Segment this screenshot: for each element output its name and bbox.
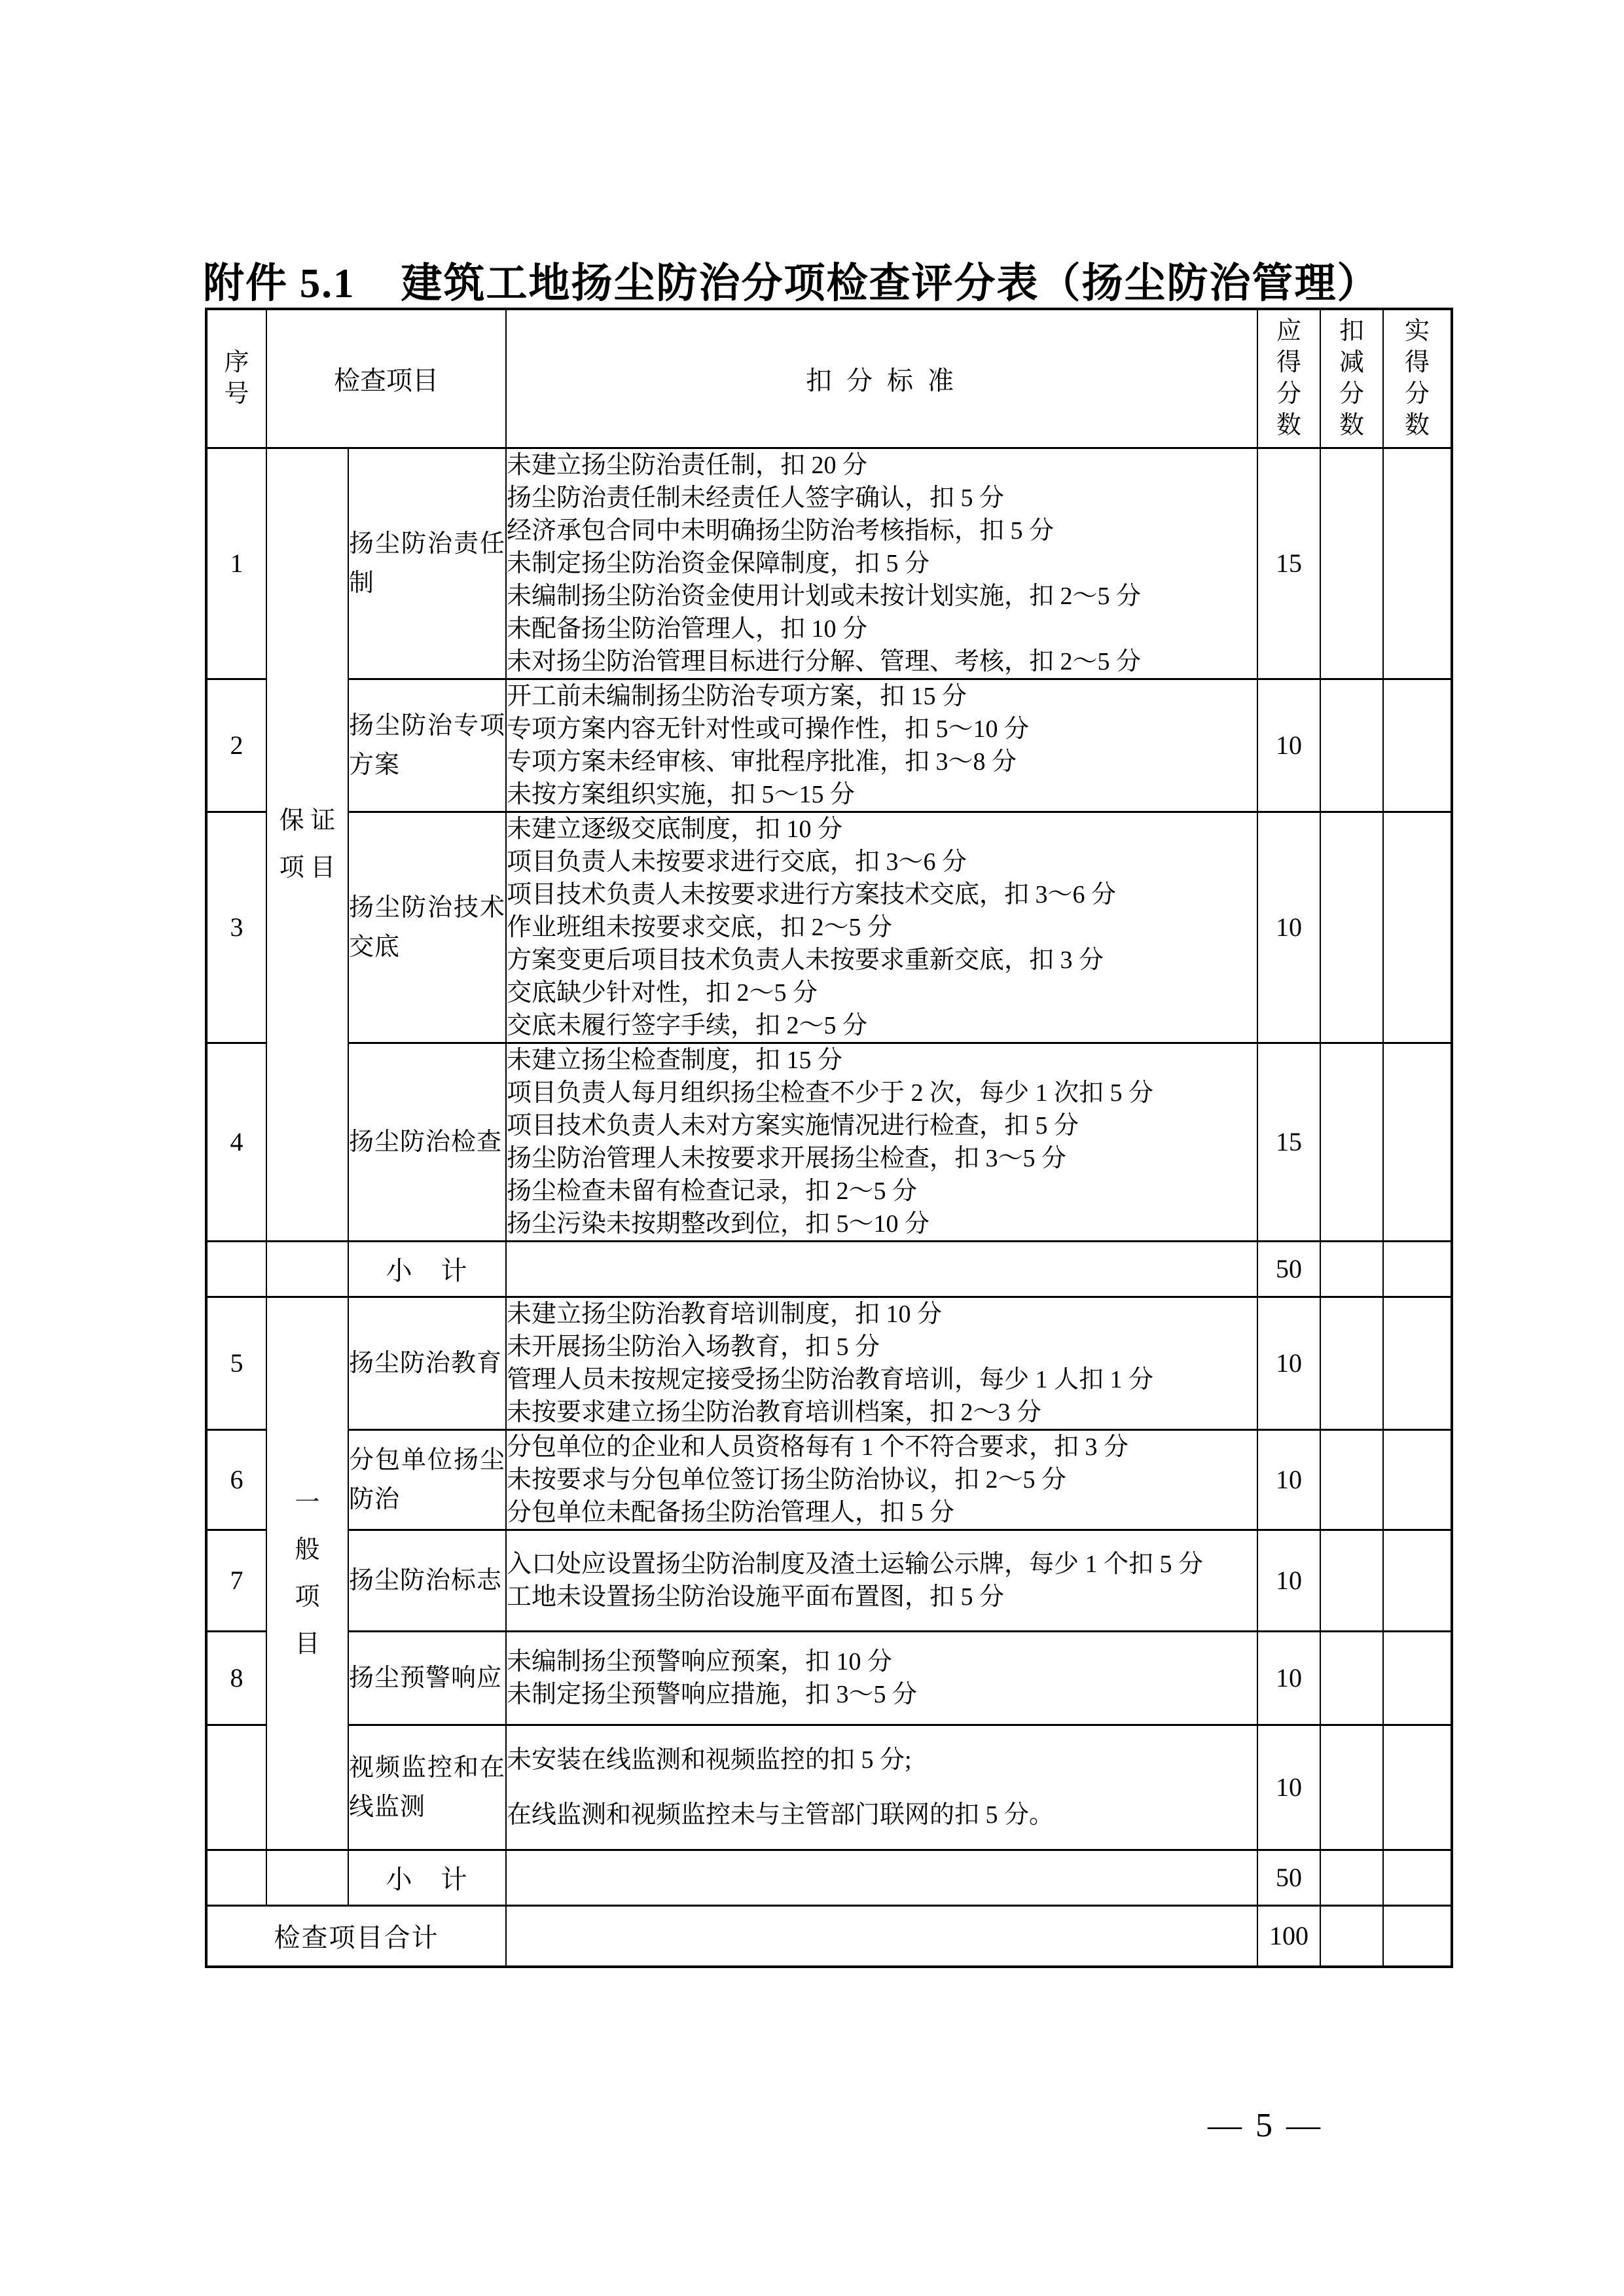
criteria-line: 专项方案未经审核、审批程序批准，扣 3～8 分 bbox=[507, 747, 1017, 776]
serial-number-cell: 4 bbox=[206, 1043, 266, 1241]
group-label-line: 目 bbox=[295, 1630, 320, 1658]
header-char-line: 实 bbox=[1404, 317, 1430, 346]
due-score-cell: 50 bbox=[1257, 1241, 1320, 1297]
criteria-line: 未按要求与分包单位签订扬尘防治协议，扣 2～5 分 bbox=[507, 1465, 1067, 1494]
header-deducted-score bbox=[1320, 309, 1383, 448]
header-char-line: 数 bbox=[1404, 412, 1430, 440]
deducted-score-cell bbox=[1320, 1241, 1383, 1297]
group-label-line: 项 目 bbox=[279, 854, 336, 882]
due-score-cell: 50 bbox=[1257, 1850, 1320, 1905]
deduction-criteria-cell bbox=[506, 1905, 1257, 1967]
serial-number-cell: 8 bbox=[206, 1631, 266, 1725]
table-row bbox=[206, 448, 1452, 679]
criteria-line: 扬尘防治责任制未经责任人签字确认，扣 5 分 bbox=[507, 484, 1005, 512]
actual-score-cell bbox=[1383, 1850, 1452, 1905]
criteria-line: 方案变更后项目技术负责人未按要求重新交底，扣 3 分 bbox=[507, 946, 1104, 974]
criteria-line: 未制定扬尘预警响应措施，扣 3～5 分 bbox=[507, 1680, 918, 1708]
deduction-criteria-cell bbox=[506, 679, 1257, 812]
due-score-cell: 10 bbox=[1257, 1297, 1320, 1429]
group-label-cell-empty bbox=[266, 1241, 348, 1297]
criteria-line: 管理人员未按规定接受扬尘防治教育培训，每少 1 人扣 1 分 bbox=[507, 1365, 1154, 1393]
table-row bbox=[206, 1725, 1452, 1850]
inspection-item-cell: 扬尘预警响应 bbox=[348, 1631, 506, 1725]
deducted-score-cell bbox=[1320, 1905, 1383, 1967]
actual-score-cell bbox=[1383, 1905, 1452, 1967]
criteria-line: 未开展扬尘防治入场教育，扣 5 分 bbox=[507, 1333, 880, 1361]
due-score-cell: 100 bbox=[1257, 1905, 1320, 1967]
due-score-cell: 10 bbox=[1257, 1631, 1320, 1725]
deduction-criteria-cell bbox=[506, 1725, 1257, 1850]
table-row bbox=[206, 1429, 1452, 1530]
title-attachment-number: 附件 5.1 bbox=[203, 260, 355, 306]
criteria-line: 未编制扬尘预警响应预案，扣 10 分 bbox=[507, 1647, 893, 1676]
deduction-criteria-cell bbox=[506, 1530, 1257, 1631]
criteria-line: 在线监测和视频监控未与主管部门联网的扣 5 分。 bbox=[507, 1801, 1055, 1829]
deducted-score-cell bbox=[1320, 679, 1383, 812]
due-score-cell: 10 bbox=[1257, 812, 1320, 1043]
criteria-line: 项目技术负责人未按要求进行方案技术交底，扣 3～6 分 bbox=[507, 880, 1117, 908]
header-char-line: 分 bbox=[1276, 380, 1301, 408]
deducted-score-cell bbox=[1320, 1631, 1383, 1725]
serial-number-cell: 5 bbox=[206, 1297, 266, 1429]
group-label-line: 般 bbox=[295, 1535, 320, 1564]
actual-score-cell bbox=[1383, 812, 1452, 1043]
criteria-line: 分包单位未配备扬尘防治管理人，扣 5 分 bbox=[507, 1498, 955, 1526]
header-char-line: 分 bbox=[1339, 380, 1364, 408]
criteria-line: 项目技术负责人未对方案实施情况进行检查，扣 5 分 bbox=[507, 1111, 1079, 1139]
criteria-line: 专项方案内容无针对性或可操作性，扣 5～10 分 bbox=[507, 715, 1030, 743]
group-label-line: 一 bbox=[295, 1488, 320, 1516]
table-row bbox=[206, 1631, 1452, 1725]
due-score-cell: 10 bbox=[1257, 1725, 1320, 1850]
subtotal-label-cell: 小 计 bbox=[348, 1241, 506, 1297]
criteria-line: 扬尘防治管理人未按要求开展扬尘检查，扣 3～5 分 bbox=[507, 1144, 1067, 1172]
criteria-line: 未建立扬尘检查制度，扣 15 分 bbox=[507, 1046, 843, 1074]
criteria-line: 开工前未编制扬尘防治专项方案，扣 15 分 bbox=[507, 682, 967, 710]
criteria-line: 经济承包合同中未明确扬尘防治考核指标，扣 5 分 bbox=[507, 516, 1055, 545]
header-char-line: 分 bbox=[1404, 380, 1430, 408]
deducted-score-cell bbox=[1320, 812, 1383, 1043]
criteria-line: 项目负责人未按要求进行交底，扣 3～6 分 bbox=[507, 848, 967, 876]
deducted-score-cell bbox=[1320, 1530, 1383, 1631]
header-actual-score bbox=[1383, 309, 1452, 448]
header-char-line: 数 bbox=[1339, 412, 1364, 440]
group-label-line: 保 证 bbox=[279, 807, 336, 834]
serial-number-cell: 2 bbox=[206, 679, 266, 812]
deduction-criteria-cell bbox=[506, 448, 1257, 679]
inspection-item-cell: 扬尘防治检查 bbox=[348, 1043, 506, 1241]
due-score-cell: 10 bbox=[1257, 1530, 1320, 1631]
serial-number-cell: 7 bbox=[206, 1530, 266, 1631]
serial-number-cell bbox=[206, 1241, 266, 1297]
header-char-line: 数 bbox=[1276, 412, 1301, 440]
deducted-score-cell bbox=[1320, 1725, 1383, 1850]
table-row bbox=[206, 1043, 1452, 1241]
actual-score-cell bbox=[1383, 1725, 1452, 1850]
page-number: — 5 — bbox=[1208, 2107, 1323, 2144]
subtotal-row bbox=[206, 1241, 1452, 1297]
criteria-line: 未建立逐级交底制度，扣 10 分 bbox=[507, 815, 843, 843]
table-row bbox=[206, 1530, 1452, 1631]
deduction-criteria-cell bbox=[506, 1297, 1257, 1429]
actual-score-cell bbox=[1383, 1631, 1452, 1725]
deduction-criteria-cell bbox=[506, 1850, 1257, 1905]
due-score-cell: 10 bbox=[1257, 679, 1320, 812]
table-row bbox=[206, 812, 1452, 1043]
actual-score-cell bbox=[1383, 1241, 1452, 1297]
criteria-line: 项目负责人每月组织扬尘检查不少于 2 次，每少 1 次扣 5 分 bbox=[507, 1079, 1154, 1107]
header-char-line: 号 bbox=[224, 380, 249, 408]
deduction-criteria-cell bbox=[506, 1631, 1257, 1725]
due-score-cell: 10 bbox=[1257, 1429, 1320, 1530]
subtotal-label-cell: 小 计 bbox=[348, 1850, 506, 1905]
header-serial-number bbox=[206, 309, 266, 448]
title-text: 建筑工地扬尘防治分项检查评分表（扬尘防治管理） bbox=[401, 260, 1380, 306]
table-row bbox=[206, 679, 1452, 812]
serial-number-cell bbox=[206, 1850, 266, 1905]
group-label-cell-empty bbox=[266, 1850, 348, 1905]
page-title bbox=[203, 250, 1380, 310]
serial-number-cell: 3 bbox=[206, 812, 266, 1043]
actual-score-cell bbox=[1383, 1043, 1452, 1241]
criteria-line: 未建立扬尘防治责任制，扣 20 分 bbox=[507, 451, 868, 479]
criteria-line: 未按方案组织实施，扣 5～15 分 bbox=[507, 780, 856, 808]
criteria-line: 作业班组未按要求交底，扣 2～5 分 bbox=[507, 913, 893, 941]
header-char-line: 减 bbox=[1339, 349, 1364, 377]
deducted-score-cell bbox=[1320, 1429, 1383, 1530]
criteria-line: 未配备扬尘防治管理人，扣 10 分 bbox=[507, 615, 868, 643]
actual-score-cell bbox=[1383, 1530, 1452, 1631]
deducted-score-cell bbox=[1320, 1850, 1383, 1905]
table-row bbox=[206, 1297, 1452, 1429]
criteria-line: 未编制扬尘防治资金使用计划或未按计划实施，扣 2～5 分 bbox=[507, 582, 1142, 610]
criteria-line: 交底未履行签字手续，扣 2～5 分 bbox=[507, 1011, 868, 1039]
header-inspection-item: 检查项目 bbox=[266, 309, 506, 448]
deducted-score-cell bbox=[1320, 448, 1383, 679]
header-char-line: 得 bbox=[1276, 349, 1301, 377]
group-label-cell bbox=[266, 448, 348, 1241]
criteria-line: 未制定扬尘防治资金保障制度，扣 5 分 bbox=[507, 549, 930, 577]
inspection-item-cell: 扬尘防治专项方案 bbox=[348, 679, 506, 812]
header-char-line: 扣 bbox=[1339, 317, 1364, 346]
deduction-criteria-cell bbox=[506, 1241, 1257, 1297]
criteria-line: 未安装在线监测和视频监控的扣 5 分; bbox=[507, 1746, 912, 1774]
header-char-line: 应 bbox=[1276, 317, 1301, 346]
serial-number-cell bbox=[206, 1725, 266, 1850]
deducted-score-cell bbox=[1320, 1043, 1383, 1241]
criteria-line: 未建立扬尘防治教育培训制度，扣 10 分 bbox=[507, 1300, 943, 1328]
deduction-criteria-cell bbox=[506, 1043, 1257, 1241]
group-label-cell bbox=[266, 1297, 348, 1850]
group-label-line: 项 bbox=[295, 1583, 320, 1611]
total-row-label: 检查项目合计 bbox=[206, 1905, 506, 1967]
actual-score-cell bbox=[1383, 1297, 1452, 1429]
actual-score-cell bbox=[1383, 1429, 1452, 1530]
criteria-line: 扬尘检查未留有检查记录，扣 2～5 分 bbox=[507, 1177, 918, 1205]
deduction-criteria-cell bbox=[506, 1429, 1257, 1530]
inspection-item-cell: 分包单位扬尘防治 bbox=[348, 1429, 506, 1530]
criteria-line: 未对扬尘防治管理目标进行分解、管理、考核，扣 2～5 分 bbox=[507, 647, 1142, 675]
criteria-line: 交底缺少针对性，扣 2～5 分 bbox=[507, 978, 818, 1007]
serial-number-cell: 6 bbox=[206, 1429, 266, 1530]
due-score-cell: 15 bbox=[1257, 1043, 1320, 1241]
deducted-score-cell bbox=[1320, 1297, 1383, 1429]
criteria-line: 扬尘污染未按期整改到位，扣 5～10 分 bbox=[507, 1210, 930, 1238]
criteria-line: 工地未设置扬尘防治设施平面布置图，扣 5 分 bbox=[507, 1583, 1005, 1611]
header-char-line: 序 bbox=[224, 349, 249, 377]
actual-score-cell bbox=[1383, 448, 1452, 679]
inspection-score-table bbox=[205, 308, 1453, 1968]
inspection-item-cell: 视频监控和在线监测 bbox=[348, 1725, 506, 1850]
due-score-cell: 15 bbox=[1257, 448, 1320, 679]
actual-score-cell bbox=[1383, 679, 1452, 812]
criteria-line: 入口处应设置扬尘防治制度及渣土运输公示牌，每少 1 个扣 5 分 bbox=[507, 1550, 1204, 1578]
criteria-line: 分包单位的企业和人员资格每有 1 个不符合要求，扣 3 分 bbox=[507, 1433, 1129, 1461]
header-deduction-criteria: 扣 分 标 准 bbox=[506, 309, 1257, 448]
header-char-line: 得 bbox=[1404, 349, 1430, 377]
inspection-item-cell: 扬尘防治教育 bbox=[348, 1297, 506, 1429]
serial-number-cell: 1 bbox=[206, 448, 266, 679]
inspection-item-cell: 扬尘防治标志 bbox=[348, 1530, 506, 1631]
header-due-score bbox=[1257, 309, 1320, 448]
total-row bbox=[206, 1905, 1452, 1967]
inspection-item-cell: 扬尘防治技术交底 bbox=[348, 812, 506, 1043]
inspection-item-cell: 扬尘防治责任制 bbox=[348, 448, 506, 679]
criteria-line: 未按要求建立扬尘防治教育培训档案，扣 2～3 分 bbox=[507, 1398, 1042, 1426]
deduction-criteria-cell bbox=[506, 812, 1257, 1043]
subtotal-row bbox=[206, 1850, 1452, 1905]
header-row bbox=[206, 309, 1452, 448]
